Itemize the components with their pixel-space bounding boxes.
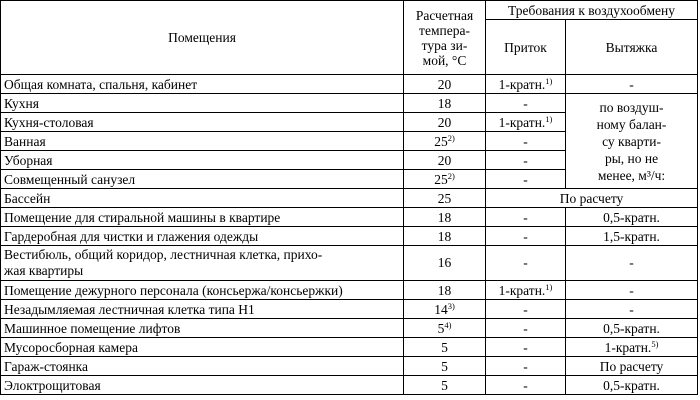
temp-cell: 25$^{2)}$ [404,170,486,189]
exhaust-cell: 1,5-кратн. [566,227,698,246]
header-temperature-line: мой, °C [422,52,467,68]
room-cell: Гараж-стоянка [1,357,404,376]
temp-cell: 14$^{3)}$ [404,300,486,319]
table-row [1,94,698,113]
header-inflow: Приток [486,20,566,75]
temp-cell: 5 [404,338,486,357]
table-row [1,189,698,208]
room-cell: Кухня [1,94,404,113]
header-rooms: Помещения [1,1,404,75]
room-line: Вестибюль, общий коридор, лестничная клетка, прихо- [4,247,323,262]
room-cell: Элоктрощитовая [1,376,404,395]
inflow-cell: - [486,357,566,376]
table-row [1,319,698,338]
balance-line: по воздуш- [599,99,664,115]
temp-cell: 5 [404,357,486,376]
inflow-cell: - [486,132,566,151]
room-cell [1,246,404,281]
header-exhaust: Вытяжка [566,20,698,75]
room-cell: Бассейн [1,189,404,208]
balance-line: ному балан- [596,116,667,132]
balance-line: ры, но не [604,150,659,166]
balance-line: су кварти- [602,133,661,149]
room-cell: Совмещенный санузел [1,170,404,189]
inflow-cell: 1-кратн.$^{1)}$ [486,75,566,94]
table-row [1,75,698,94]
inflow-cell: - [486,246,566,281]
room-cell: Кухня-столовая [1,113,404,132]
room-cell: Уборная [1,151,404,170]
room-line: жая квартиры [4,263,84,278]
table-row [1,376,698,395]
exhaust-cell: - [566,246,698,281]
inflow-cell: - [486,338,566,357]
room-cell: Помещение для стиральной машины в квартире [1,208,404,227]
temp-cell: 18 [404,94,486,113]
inflow-cell: - [486,94,566,113]
exhaust-cell: 0,5-кратн. [566,319,698,338]
temp-cell: 20 [404,75,486,94]
room-cell: Мусоросборная камера [1,338,404,357]
header-temperature [404,1,486,75]
header-temperature-line: темпера- [419,22,470,38]
temp-cell: 20 [404,151,486,170]
header-requirements: Требования к воздухообмену [486,1,698,20]
inflow-cell: - [486,376,566,395]
inflow-cell: 1-кратн.$^{1)}$ [486,281,566,300]
table-row [1,208,698,227]
exhaust-cell: - [566,75,698,94]
table-row [1,300,698,319]
temp-cell: 5$^{4)}$ [404,319,486,338]
inflow-exhaust-cell: По расчету [486,189,698,208]
temp-cell: 25$^{2)}$ [404,132,486,151]
inflow-cell: - [486,300,566,319]
exhaust-cell: 0,5-кратн. [566,376,698,395]
temp-cell: 18 [404,227,486,246]
inflow-cell: 1-кратн.$^{1)}$ [486,113,566,132]
table-row [1,227,698,246]
inflow-cell: - [486,319,566,338]
table-row [1,246,698,281]
exhaust-cell: 0,5-кратн. [566,208,698,227]
room-cell: Машинное помещение лифтов [1,319,404,338]
temp-cell: 18 [404,281,486,300]
temp-cell: 5 [404,376,486,395]
table-row [1,338,698,357]
header-temperature-line: тура зи- [421,37,468,53]
table-row [1,357,698,376]
table-row [1,281,698,300]
exhaust-cell: - [566,281,698,300]
room-cell: Помещение дежурного персонала (консьержа/консьержки) [1,281,404,300]
temp-cell: 18 [404,208,486,227]
room-cell: Общая комната, спальня, кабинет [1,75,404,94]
exhaust-cell: - [566,300,698,319]
temp-cell: 25 [404,189,486,208]
balance-line: менее, м³/ч: [597,167,666,183]
inflow-cell: - [486,151,566,170]
room-cell: Незадымляемая лестничная клетка типа Н1 [1,300,404,319]
inflow-cell: - [486,227,566,246]
exhaust-balance-cell [566,94,698,189]
header-temperature-line: Расчетная [415,7,474,23]
temp-cell: 16 [404,246,486,281]
exhaust-cell: 1-кратн.$^{5)}$ [566,338,698,357]
room-cell: Ванная [1,132,404,151]
inflow-cell: - [486,170,566,189]
room-cell: Гардеробная для чистки и глажения одежды [1,227,404,246]
inflow-cell: - [486,208,566,227]
exhaust-cell: По расчету [566,357,698,376]
temp-cell: 20 [404,113,486,132]
